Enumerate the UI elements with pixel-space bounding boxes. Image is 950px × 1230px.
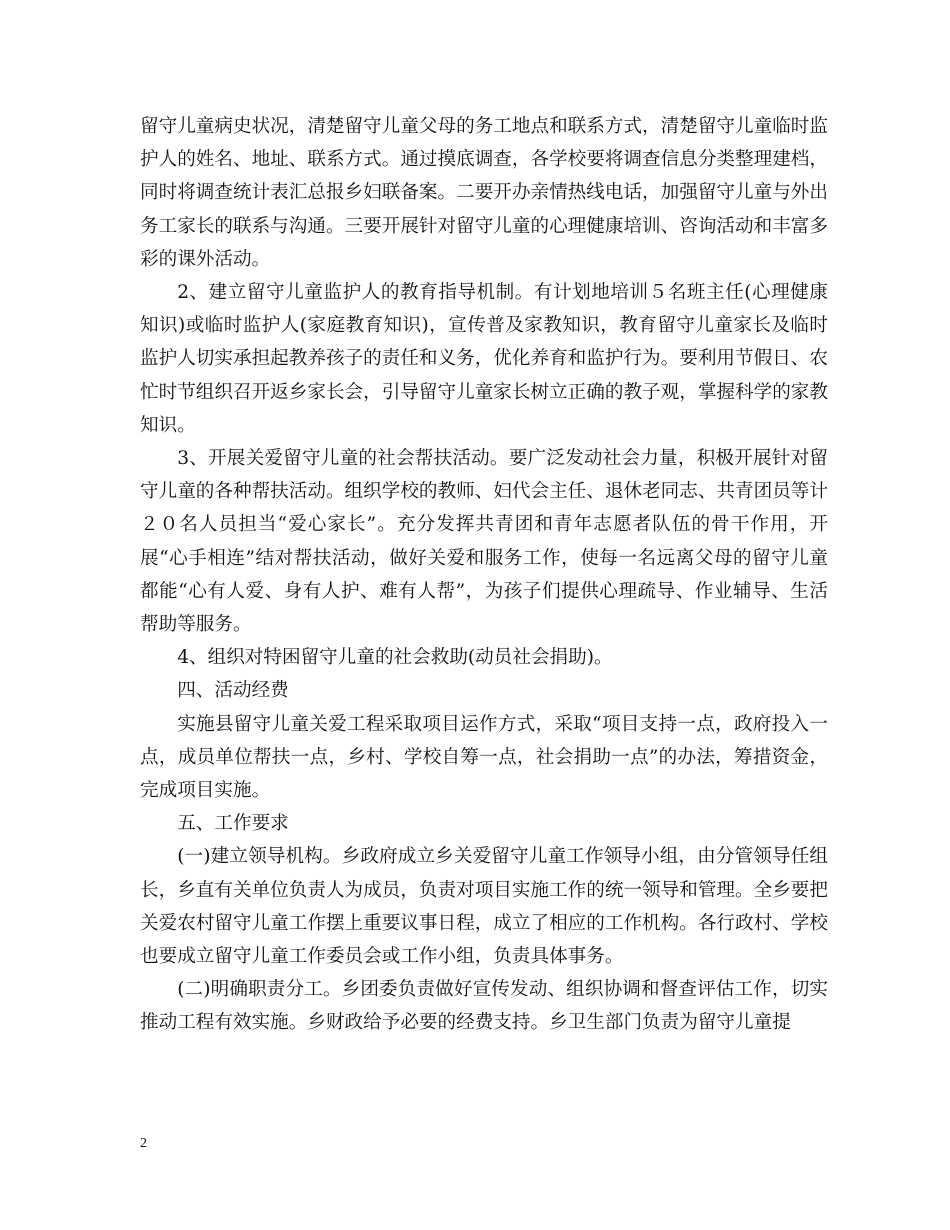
paragraph-3: 3、开展关爱留守儿童的社会帮扶活动。要广泛发动社会力量，积极开展针对留守儿童的各种帮扶活动。组织学校的教师、妇代会主任、退休老同志、共青团员等计２０名人员担当“爱心家长”。充分发挥共青团和青年志愿者队伍的骨干作用，开展“心手相连”结对帮扶活动，做好关爱和服务工作，使每一名远离父母的留守儿童都能“心有人爱、身有人护、难有人帮”，为孩子们提供心理疏导、作业辅导、生活帮助等服务。 <box>140 448 828 636</box>
paragraph-7: (二)明确职责分工。乡团委负责做好宣传发动、组织协调和督查评估工作，切实推动工程有效实施。乡财政给予必要的经费支持。乡卫生部门负责为留守儿童提 <box>140 979 828 1034</box>
paragraph-5: 实施县留守儿童关爱工程采取项目运作方式，采取“项目支持一点，政府投入一点，成员单位帮扶一点，乡村、学校自筹一点，社会捐助一点”的办法，筹措资金，完成项目实施。 <box>140 713 828 802</box>
paragraph-6: (一)建立领导机构。乡政府成立乡关爱留守儿童工作领导小组，由分管领导任组长，乡直有关单位负责人为成员，负责对项目实施工作的统一领导和管理。全乡要把关爱农村留守儿童工作摆上重要议事日程，成立了相应的工作机构。各行政村、学校也要成立留守儿童工作委员会或工作小组，负责具体事务。 <box>140 846 828 968</box>
section-heading-requirements: 五、工作要求 <box>177 813 289 835</box>
paragraph-2: 2、建立留守儿童监护人的教育指导机制。有计划地培训５名班主任(心理健康知识)或临时监护人(家庭教育知识)，宣传普及家教知识，教育留守儿童家长及临时监护人切实承担起教养孩子的责任和义务，优化养育和监护行为。要利用节假日、农忙时节组织召开返乡家长会，引导留守儿童家长树立正确的教子观，掌握科学的家教知识。 <box>140 282 828 436</box>
document-body <box>140 110 828 1040</box>
paragraph-1: 留守儿童病史状况，清楚留守儿童父母的务工地点和联系方式，清楚留守儿童临时监护人的姓名、地址、联系方式。通过摸底调查，各学校要将调查信息分类整理建档，同时将调查统计表汇总报乡妇联备案。二要开办亲情热线电话，加强留守儿童与外出务工家长的联系与沟通。三要开展针对留守儿童的心理健康培训、咨询活动和丰富多彩的课外活动。 <box>140 116 828 270</box>
paragraph-4: 4、组织对特困留守儿童的社会救助(动员社会捐助)。 <box>177 647 613 669</box>
section-heading-funding: 四、活动经费 <box>177 680 289 702</box>
page-number: 2 <box>140 1136 147 1151</box>
